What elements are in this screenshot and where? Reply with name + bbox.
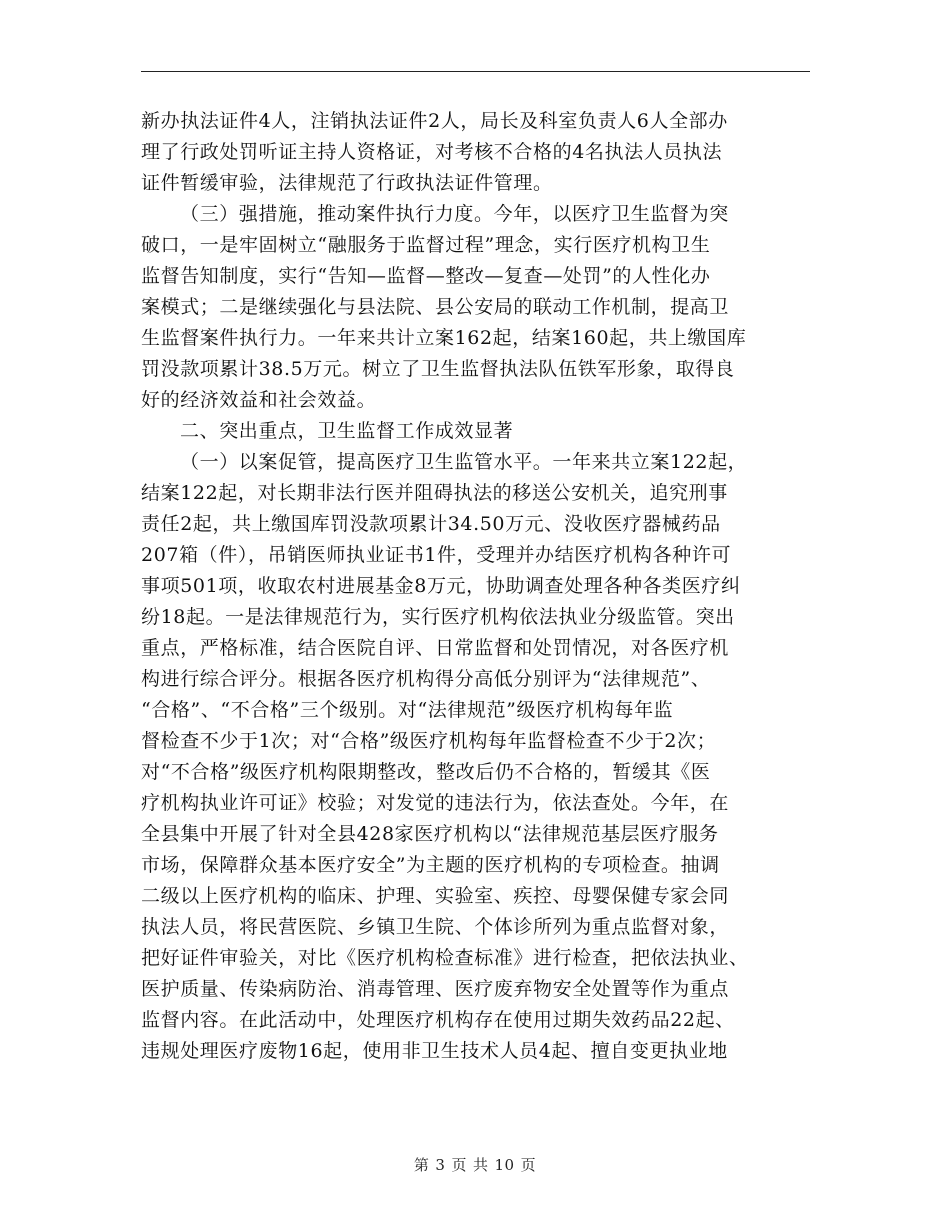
header-rule (141, 71, 810, 72)
text-line: 二级以上医疗机构的临床、护理、实验室、疾控、母婴保健专家会同 (141, 885, 730, 907)
text-line: 破口，一是牢固树立“融服务于监督过程”理念，实行医疗机构卫生 (141, 234, 711, 256)
footer-total-label: 共 (472, 1156, 489, 1174)
text-line: 案模式；二是继续强化与县法院、县公安局的联动工作机制，提高卫 (141, 296, 730, 318)
current-page-number: 3 (435, 1156, 446, 1174)
footer-suffix: 页 (520, 1156, 537, 1174)
text-line: 把好证件审验关，对比《医疗机构检查标准》进行检查，把依法执业、 (141, 947, 749, 969)
text-line: 好的经济效益和社会效益。 (141, 389, 377, 411)
text-line: 责任2起，共上缴国库罚没款项累计34.50万元、没收医疗器械药品 (141, 513, 721, 535)
text-line: 新办执法证件4人，注销执法证件2人，局长及科室负责人6人全部办 (141, 110, 728, 132)
text-line: 市场，保障群众基本医疗安全”为主题的医疗机构的专项检查。抽调 (141, 854, 720, 876)
text-line: 事项501项，收取农村进展基金8万元，协助调查处理各种各类医疗纠 (141, 575, 741, 597)
text-line: 医护质量、传染病防治、消毒管理、医疗废弃物安全处置等作为重点 (141, 978, 730, 1000)
text-line: 结案122起，对长期非法行医并阻碍执法的移送公安机关，追究刑事 (141, 482, 728, 504)
text-line: 理了行政处罚听证主持人资格证，对考核不合格的4名执法人员执法 (141, 141, 723, 163)
total-page-count: 10 (494, 1156, 515, 1174)
text-line: 对“不合格”级医疗机构限期整改，整改后仍不合格的，暂缓其《医 (141, 761, 711, 783)
text-line: 207箱（件），吊销医师执业证书1件，受理并办结医疗机构各种许可 (141, 544, 732, 566)
text-line: “合格”、“不合格”三个级别。对“法律规范”级医疗机构每年监 (141, 699, 674, 721)
text-line: 疗机构执业许可证》校验；对发觉的违法行为，依法查处。今年，在 (141, 792, 730, 814)
text-line: 监督内容。在此活动中，处理医疗机构存在使用过期失效药品22起、 (141, 1009, 735, 1031)
text-line: 纷18起。一是法律规范行为，实行医疗机构依法执业分级监管。突出 (141, 606, 735, 628)
text-line: （一）以案促管，提高医疗卫生监管水平。一年来共立案122起， (180, 451, 748, 473)
text-line: 罚没款项累计38.5万元。树立了卫生监督执法队伍铁军形象，取得良 (141, 358, 735, 380)
text-line: 重点，严格标准，结合医院自评、日常监督和处罚情况，对各医疗机 (141, 637, 730, 659)
page-footer (0, 1154, 950, 1175)
text-line: 全县集中开展了针对全县428家医疗机构以“法律规范基层医疗服务 (141, 823, 719, 845)
footer-page-label: 页 (451, 1156, 467, 1174)
body-text (141, 106, 810, 1067)
footer-prefix: 第 (413, 1156, 430, 1174)
text-line: 监督告知制度，实行“告知—监督—整改—复查—处罚”的人性化办 (141, 265, 711, 287)
text-line: 督检查不少于1次；对“合格”级医疗机构每年监督检查不少于2次； (141, 730, 717, 752)
text-line: 证件暂缓审验，法律规范了行政执法证件管理。 (141, 172, 553, 194)
text-line: 生监督案件执行力。一年来共计立案162起，结案160起，共上缴国库 (141, 327, 747, 349)
text-line: （三）强措施，推动案件执行力度。今年，以医疗卫生监督为突 (180, 203, 729, 225)
section-heading: 二、突出重点，卫生监督工作成效显著 (180, 420, 514, 442)
text-line: 违规处理医疗废物16起，使用非卫生技术人员4起、擅自变更执业地 (141, 1040, 728, 1062)
text-line: 构进行综合评分。根据各医疗机构得分高低分别评为“法律规范”、 (141, 668, 711, 690)
text-line: 执法人员，将民营医院、乡镇卫生院、个体诊所列为重点监督对象， (141, 916, 730, 938)
